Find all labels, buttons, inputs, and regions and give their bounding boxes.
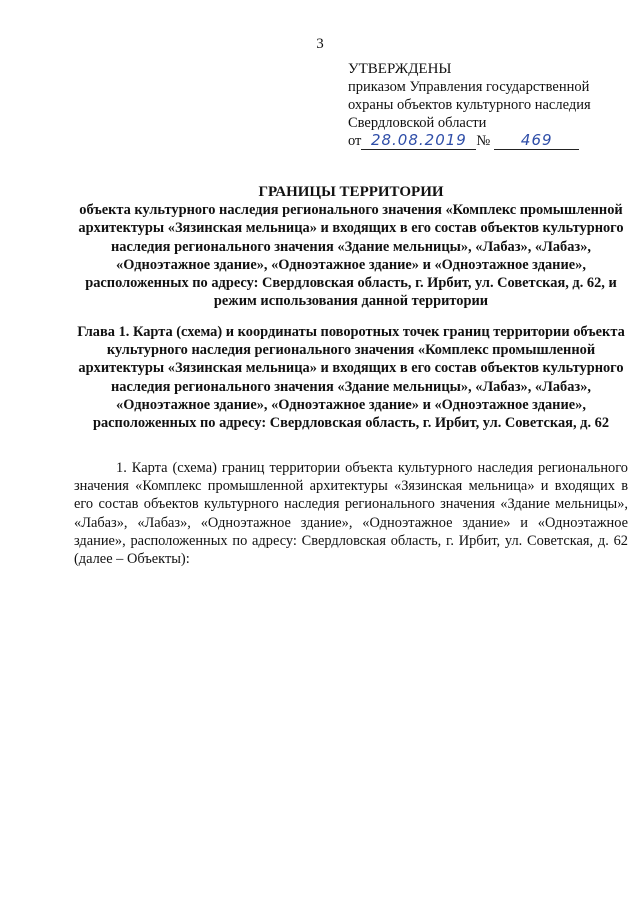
order-number: 469 [494, 132, 579, 150]
order-date: 28.08.2019 [361, 132, 476, 150]
page-number: 3 [316, 36, 324, 52]
paragraph-1: 1. Карта (схема) границ территории объекта культурного наследия регионального значения «Комплекс промышленной архитектуры «Зязинская мельница» и входящих в его состав объектов культурного наследия регионального значения «Здание мельницы», «Лабаз», «Лабаз», «Одноэтажное здание», «Одноэтажное здание» и «Одноэтажное здание», расположенных по адресу: Свердловская область, г. Ирбит, ул. Советская, д. 62 (далее – Объекты): [74, 460, 628, 568]
chapter-heading [74, 323, 628, 432]
document-title: ГРАНИЦЫ ТЕРРИТОРИИ [258, 184, 444, 200]
number-label: № [476, 133, 491, 149]
approval-block [348, 60, 633, 150]
approval-line-1: приказом Управления государственной [348, 79, 590, 95]
from-label: от [348, 133, 362, 149]
chapter-title: Глава 1. Карта (схема) и координаты поворотных точек границ территории объекта культурного наследия регионального значения «Комплекс промышленной архитектуры «Зязинская мельница» и входящих в его состав объектов культурного наследия регионального значения «Здание мельницы», «Лабаз», «Лабаз», «Одноэтажное здание», «Одноэтажное здание» и «Одноэтажное здание», расположенных по адресу: Свердловская область, г. Ирбит, ул. Советская, д. 62 [77, 324, 625, 432]
order-date-number-line [348, 132, 633, 150]
approval-line-2: охраны объектов культурного наследия [348, 97, 591, 113]
document-heading [74, 183, 628, 310]
document-subtitle: объекта культурного наследия регионального значения «Комплекс промышленной архитектуры «Зязинская мельница» и входящих в его состав объектов культурного наследия регионального значения «Здание мельницы», «Лабаз», «Лабаз», «Одноэтажное здание», «Одноэтажное здание» и «Одноэтажное здание», расположенных по адресу: Свердловская область, г. Ирбит, ул. Советская, д. 62, и режим использования данной территории [78, 202, 624, 310]
approval-line-3: Свердловской области [348, 115, 487, 131]
approval-title: УТВЕРЖДЕНЫ [348, 61, 452, 77]
